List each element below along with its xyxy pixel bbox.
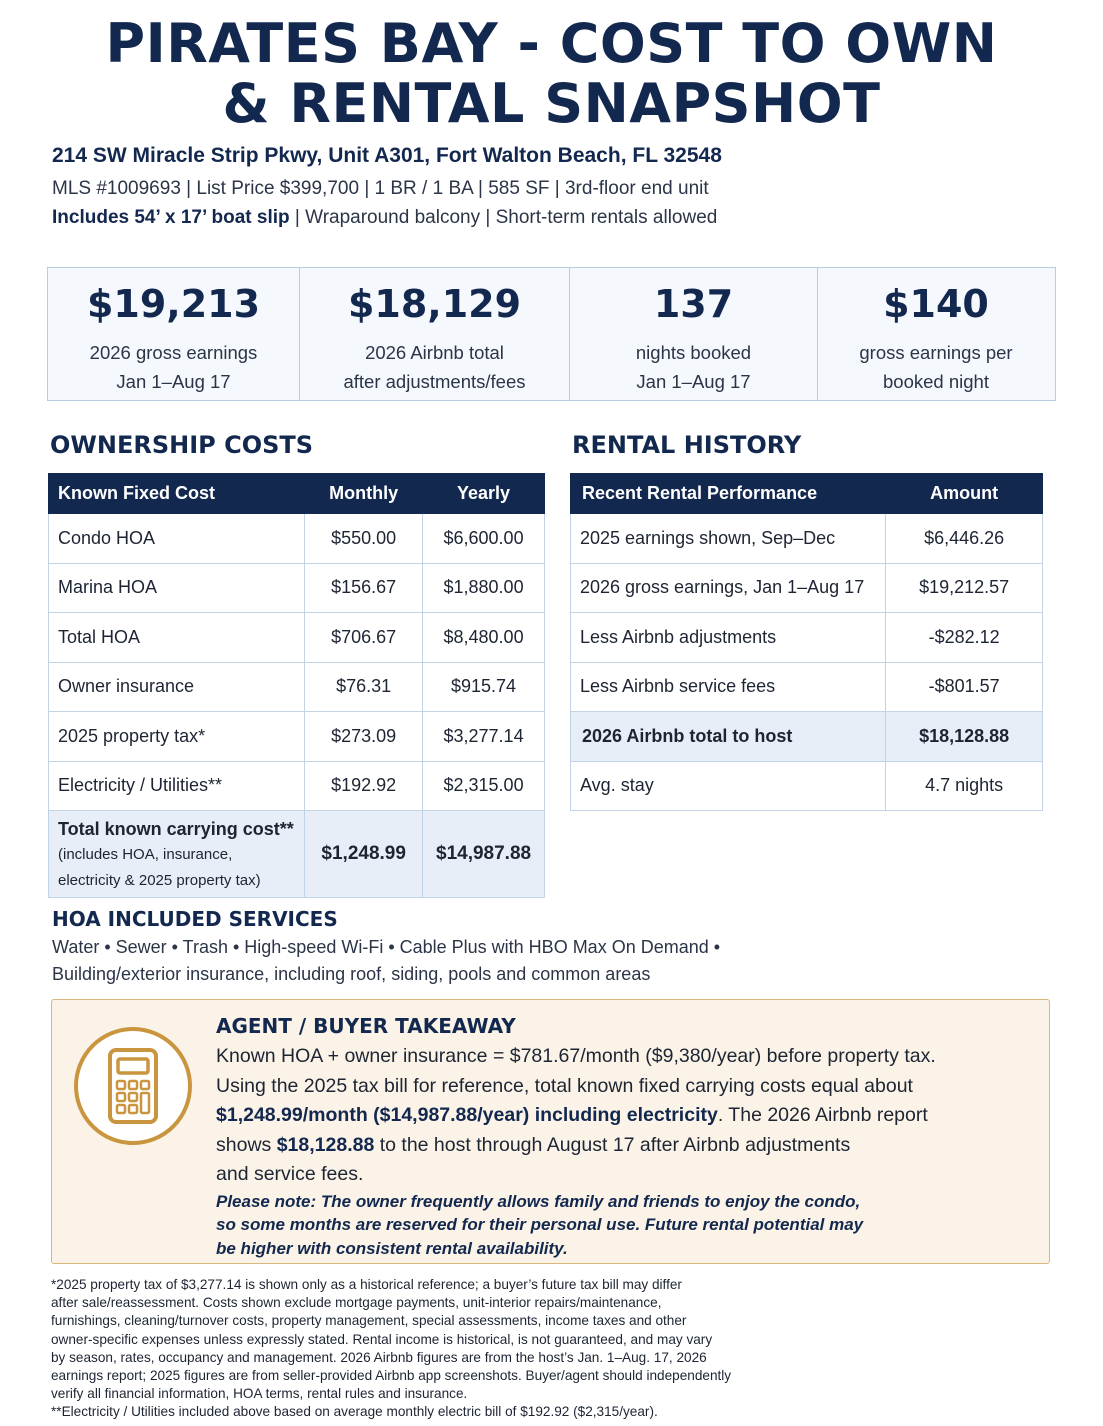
stat-value: 137	[653, 282, 734, 326]
table-row	[571, 662, 1043, 712]
column-header: Recent Rental Performance	[571, 474, 886, 514]
footnote-line: owner-specific expenses unless expressly stated. Rental income is historical, is not guaranteed, and may vary	[51, 1331, 713, 1347]
column-header: Amount	[886, 474, 1043, 514]
column-header: Known Fixed Cost	[49, 474, 305, 514]
table-row	[49, 563, 545, 613]
title-line-1: PIRATES BAY - COST TO OWN	[105, 12, 998, 75]
takeaway-heading: AGENT / BUYER TAKEAWAY	[216, 1014, 516, 1038]
takeaway-line: and service fees.	[216, 1163, 364, 1185]
ownership-costs-table	[48, 473, 545, 898]
amount-cell: $19,212.57	[886, 563, 1043, 613]
table-row	[49, 514, 545, 564]
property-address: 214 SW Miracle Strip Pkwy, Unit A301, Fort Walton Beach, FL 32548	[52, 144, 722, 167]
listing-meta: MLS #1009693 | List Price $399,700 | 1 BR / 1 BA | 585 SF | 3rd-floor end unit	[52, 178, 709, 199]
ownership-costs-heading: OWNERSHIP COSTS	[50, 431, 314, 459]
stats-panel	[47, 267, 1056, 401]
stat-label: 2026 Airbnb total after adjustments/fees	[343, 342, 526, 392]
table-row	[571, 761, 1043, 811]
table-row	[571, 514, 1043, 564]
total-yearly: $14,987.88	[423, 811, 545, 898]
footnote-line: furnishings, cleaning/turnover costs, property management, special assessments, income taxes and other	[51, 1313, 687, 1329]
footnote-line: *2025 property tax of $3,277.14 is shown only as a historical reference; a buyer’s future tax bill may differ	[51, 1277, 682, 1292]
hoa-services-line: Building/exterior insurance, including roof, siding, pools and common areas	[52, 964, 651, 984]
stat-label: nights booked Jan 1–Aug 17	[635, 342, 752, 392]
stat-gross-earnings	[48, 268, 300, 400]
amount-cell: $6,446.26	[886, 514, 1043, 564]
monthly-cell: $273.09	[305, 712, 423, 762]
takeaway-note: Please note: The owner frequently allows family and friends to enjoy the condo, so some months are reserved for their personal use. Future rental potential may be higher with consistent rental availability.	[216, 1192, 864, 1258]
table-row	[571, 563, 1043, 613]
total-row	[49, 811, 545, 898]
row-label: Condo HOA	[49, 514, 305, 564]
hoa-services-heading: HOA INCLUDED SERVICES	[52, 907, 338, 931]
table-header-row	[571, 474, 1043, 514]
calculator-icon	[73, 1026, 193, 1146]
amount-cell: 4.7 nights	[886, 761, 1043, 811]
stat-value: $140	[883, 282, 989, 326]
stat-nights-booked	[570, 268, 818, 400]
yearly-cell: $2,315.00	[423, 761, 545, 811]
electricity-footnote: **Electricity / Utilities included above based on average monthly electric bill of $192.92 ($2,315/year).	[51, 1404, 658, 1419]
boat-slip-feature: Includes 54’ x 17’ boat slip	[52, 207, 290, 228]
total-note: electricity & 2025 property tax)	[58, 872, 261, 889]
column-header: Monthly	[305, 474, 423, 514]
yearly-cell: $915.74	[423, 662, 545, 712]
row-label: 2026 gross earnings, Jan 1–Aug 17	[571, 563, 886, 613]
row-label: Electricity / Utilities**	[49, 761, 305, 811]
monthly-cell: $706.67	[305, 613, 423, 663]
title-line-2: & RENTAL SNAPSHOT	[222, 72, 881, 135]
table-row	[571, 613, 1043, 663]
other-features: | Wraparound balcony | Short-term rentals allowed	[289, 207, 718, 228]
table-row	[49, 613, 545, 663]
rental-history-heading: RENTAL HISTORY	[572, 431, 802, 459]
amount-cell: $18,128.88	[886, 712, 1043, 762]
table-header-row	[49, 474, 545, 514]
monthly-cell: $156.67	[305, 563, 423, 613]
row-label: Less Airbnb adjustments	[571, 613, 886, 663]
total-monthly: $1,248.99	[305, 811, 423, 898]
takeaway-line: $1,248.99/month ($14,987.88/year) including electricity. The 2026 Airbnb report	[216, 1104, 928, 1126]
column-header: Yearly	[423, 474, 545, 514]
footnote-line: after sale/reassessment. Costs shown exclude mortgage payments, unit-interior repairs/maintenance,	[51, 1295, 662, 1311]
row-label: Owner insurance	[49, 662, 305, 712]
row-label: 2025 earnings shown, Sep–Dec	[571, 514, 886, 564]
total-label: Total known carrying cost**	[58, 819, 294, 839]
yearly-cell: $8,480.00	[423, 613, 545, 663]
monthly-cell: $192.92	[305, 761, 423, 811]
yearly-cell: $6,600.00	[423, 514, 545, 564]
table-row	[49, 761, 545, 811]
row-label: 2026 Airbnb total to host	[571, 712, 886, 762]
yearly-cell: $1,880.00	[423, 563, 545, 613]
table-row	[49, 712, 545, 762]
amount-cell: -$801.57	[886, 662, 1043, 712]
monthly-cell: $550.00	[305, 514, 423, 564]
stat-airbnb-total	[300, 268, 570, 400]
amount-cell: -$282.12	[886, 613, 1043, 663]
host-total-row	[571, 712, 1043, 762]
row-label: Avg. stay	[571, 761, 886, 811]
takeaway-line: Using the 2025 tax bill for reference, total known fixed carrying costs equal about	[216, 1074, 913, 1097]
stat-per-night	[818, 268, 1054, 400]
takeaway-box	[51, 999, 1050, 1264]
takeaway-body	[216, 1042, 1016, 1190]
footnote-line: by season, rates, occupancy and management. 2026 Airbnb figures are from the host’s Jan. 1–Aug. 17, 2026	[51, 1349, 707, 1365]
takeaway-line: Known HOA + owner insurance = $781.67/month ($9,380/year) before property tax.	[216, 1045, 936, 1067]
footnote-line: earnings report; 2025 figures are from seller-provided Airbnb app screenshots. Buyer/agent should independently	[51, 1368, 732, 1384]
stat-label: gross earnings per booked night	[859, 342, 1013, 392]
row-label: Marina HOA	[49, 563, 305, 613]
total-label-cell	[49, 811, 305, 898]
row-label: Less Airbnb service fees	[571, 662, 886, 712]
listing-features	[52, 207, 717, 229]
stat-value: $19,213	[86, 282, 261, 326]
stat-value: $18,129	[347, 282, 522, 326]
total-note: (includes HOA, insurance,	[58, 846, 233, 863]
yearly-cell: $3,277.14	[423, 712, 545, 762]
takeaway-line: shows $18,128.88 to the host through August 17 after Airbnb adjustments	[216, 1133, 851, 1156]
footnotes	[51, 1276, 851, 1403]
rental-history-table	[570, 473, 1043, 811]
page-title	[0, 14, 1103, 134]
footnote-line: verify all financial information, HOA terms, rental rules and insurance.	[51, 1386, 468, 1402]
row-label: 2025 property tax*	[49, 712, 305, 762]
monthly-cell: $76.31	[305, 662, 423, 712]
row-label: Total HOA	[49, 613, 305, 663]
stat-label: 2026 gross earnings Jan 1–Aug 17	[89, 342, 258, 392]
table-row	[49, 662, 545, 712]
hoa-services-line: Water • Sewer • Trash • High-speed Wi-Fi • Cable Plus with HBO Max On Demand •	[52, 937, 721, 957]
